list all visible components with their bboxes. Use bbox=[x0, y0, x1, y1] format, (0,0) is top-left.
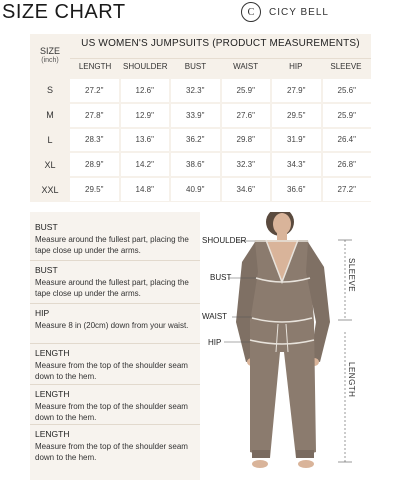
model-left-foot bbox=[252, 460, 268, 468]
divider bbox=[30, 303, 200, 304]
measurement-instruction: Measure from the top of the shoulder seam down to the hem. bbox=[35, 402, 188, 422]
model-figure bbox=[200, 212, 371, 480]
size-cell: L bbox=[47, 134, 53, 145]
column-headers bbox=[70, 58, 371, 74]
table-cell: 40.9" bbox=[171, 178, 222, 201]
measurement-instruction: Measure from the top of the shoulder seam down to the hem. bbox=[35, 361, 188, 381]
measurement-descriptions bbox=[30, 212, 200, 480]
table-cell: 34.3" bbox=[272, 153, 323, 176]
table-cell: 12.6" bbox=[121, 79, 172, 102]
table-cell: 26.8" bbox=[337, 160, 356, 170]
shoulder-label: SHOULDER bbox=[202, 236, 247, 245]
measurement-cells bbox=[70, 153, 371, 176]
table-cell: 29.5" bbox=[272, 104, 323, 127]
measurement-instruction: Measure around the fullest part, placing the tape close up under the arms. bbox=[35, 278, 189, 298]
measurement-item bbox=[30, 389, 200, 423]
divider bbox=[30, 260, 200, 261]
size-cell: XL bbox=[44, 159, 56, 170]
measurement-cells bbox=[70, 79, 371, 102]
table-cell: 12.9" bbox=[121, 104, 172, 127]
measurement-item bbox=[30, 222, 200, 256]
table-cell: 27.8" bbox=[70, 104, 121, 127]
table-cell: 27.2" bbox=[337, 185, 356, 195]
brand-logo-icon: C bbox=[241, 2, 261, 22]
measurement-item bbox=[30, 308, 200, 331]
measurement-cells bbox=[70, 104, 371, 127]
table-cell: 25.6" bbox=[337, 85, 356, 95]
table-cell: 29.5" bbox=[70, 178, 121, 201]
model-left-cuff bbox=[252, 450, 270, 458]
length-label: LENGTH bbox=[347, 362, 356, 398]
column-header: SHOULDER bbox=[120, 58, 170, 74]
table-cell: 32.3" bbox=[171, 79, 222, 102]
measurement-heading: LENGTH bbox=[35, 348, 70, 358]
measurement-instruction: Measure around the fullest part, placing the tape close up under the arms. bbox=[35, 235, 189, 255]
size-cell: XXL bbox=[41, 184, 59, 195]
table-cell: 25.9" bbox=[222, 79, 273, 102]
table-body bbox=[30, 78, 371, 202]
table-row bbox=[30, 103, 371, 128]
table-cell: 36.2" bbox=[171, 129, 222, 152]
model-face bbox=[273, 213, 291, 235]
size-unit: (inch) bbox=[41, 57, 59, 64]
column-header: SLEEVE bbox=[321, 58, 371, 74]
table-cell: 25.9" bbox=[337, 110, 356, 120]
waist-label: WAIST bbox=[202, 312, 228, 321]
table-row bbox=[30, 78, 371, 103]
column-header: LENGTH bbox=[70, 58, 120, 74]
measurement-instruction: Measure 8 in (20cm) down from your waist. bbox=[35, 321, 189, 330]
measurement-heading: LENGTH bbox=[35, 429, 70, 439]
table-cell: 26.4" bbox=[337, 135, 356, 145]
table-row bbox=[30, 152, 371, 177]
column-header: HIP bbox=[271, 58, 321, 74]
table-cell: 14.8" bbox=[121, 178, 172, 201]
table-cell: 33.9" bbox=[171, 104, 222, 127]
measurement-item bbox=[30, 265, 200, 299]
measurement-heading: BUST bbox=[35, 222, 58, 232]
model-illustration bbox=[200, 212, 371, 480]
measurement-item bbox=[30, 348, 200, 382]
measurement-cells bbox=[70, 178, 371, 201]
divider bbox=[30, 343, 200, 344]
table-cell: 13.6" bbox=[121, 129, 172, 152]
header bbox=[0, 0, 400, 26]
measurement-guide bbox=[30, 212, 371, 480]
model-right-cuff bbox=[296, 450, 314, 458]
size-column-header bbox=[30, 34, 70, 76]
measurement-item bbox=[30, 429, 200, 463]
size-table bbox=[30, 34, 371, 202]
table-cell: 36.6" bbox=[272, 178, 323, 201]
measurement-heading: LENGTH bbox=[35, 389, 70, 399]
measurement-heading: HIP bbox=[35, 308, 50, 318]
measurement-heading: BUST bbox=[35, 265, 58, 275]
size-cell: S bbox=[46, 85, 53, 96]
table-cell: 28.3" bbox=[70, 129, 121, 152]
divider bbox=[30, 384, 200, 385]
column-header: WAIST bbox=[221, 58, 271, 74]
measurement-cells bbox=[70, 129, 371, 152]
table-cell: 27.9" bbox=[272, 79, 323, 102]
column-header: BUST bbox=[170, 58, 220, 74]
page-title: SIZE CHART bbox=[2, 1, 126, 23]
table-cell: 29.8" bbox=[222, 129, 273, 152]
table-cell: 31.9" bbox=[272, 129, 323, 152]
sleeve-label: SLEEVE bbox=[347, 258, 356, 293]
hip-label: HIP bbox=[208, 338, 222, 347]
size-cell: M bbox=[46, 110, 54, 121]
product-title: US WOMEN'S JUMPSUITS (PRODUCT MEASUREMENTS) bbox=[81, 38, 360, 49]
table-cell: 38.6" bbox=[171, 153, 222, 176]
table-header bbox=[30, 34, 371, 76]
divider bbox=[30, 424, 200, 425]
brand-name: CICY BELL bbox=[269, 6, 329, 18]
table-row bbox=[30, 177, 371, 202]
bust-label: BUST bbox=[210, 273, 232, 282]
table-cell: 27.2" bbox=[70, 79, 121, 102]
table-cell: 32.3" bbox=[222, 153, 273, 176]
brand bbox=[241, 2, 329, 22]
table-row bbox=[30, 128, 371, 153]
table-cell: 14.2" bbox=[121, 153, 172, 176]
table-cell: 28.9" bbox=[70, 153, 121, 176]
table-cell: 34.6" bbox=[222, 178, 273, 201]
model-right-foot bbox=[298, 460, 314, 468]
measurement-instruction: Measure from the top of the shoulder seam down to the hem. bbox=[35, 442, 188, 462]
table-cell: 27.6" bbox=[222, 104, 273, 127]
size-label: SIZE bbox=[39, 46, 60, 56]
